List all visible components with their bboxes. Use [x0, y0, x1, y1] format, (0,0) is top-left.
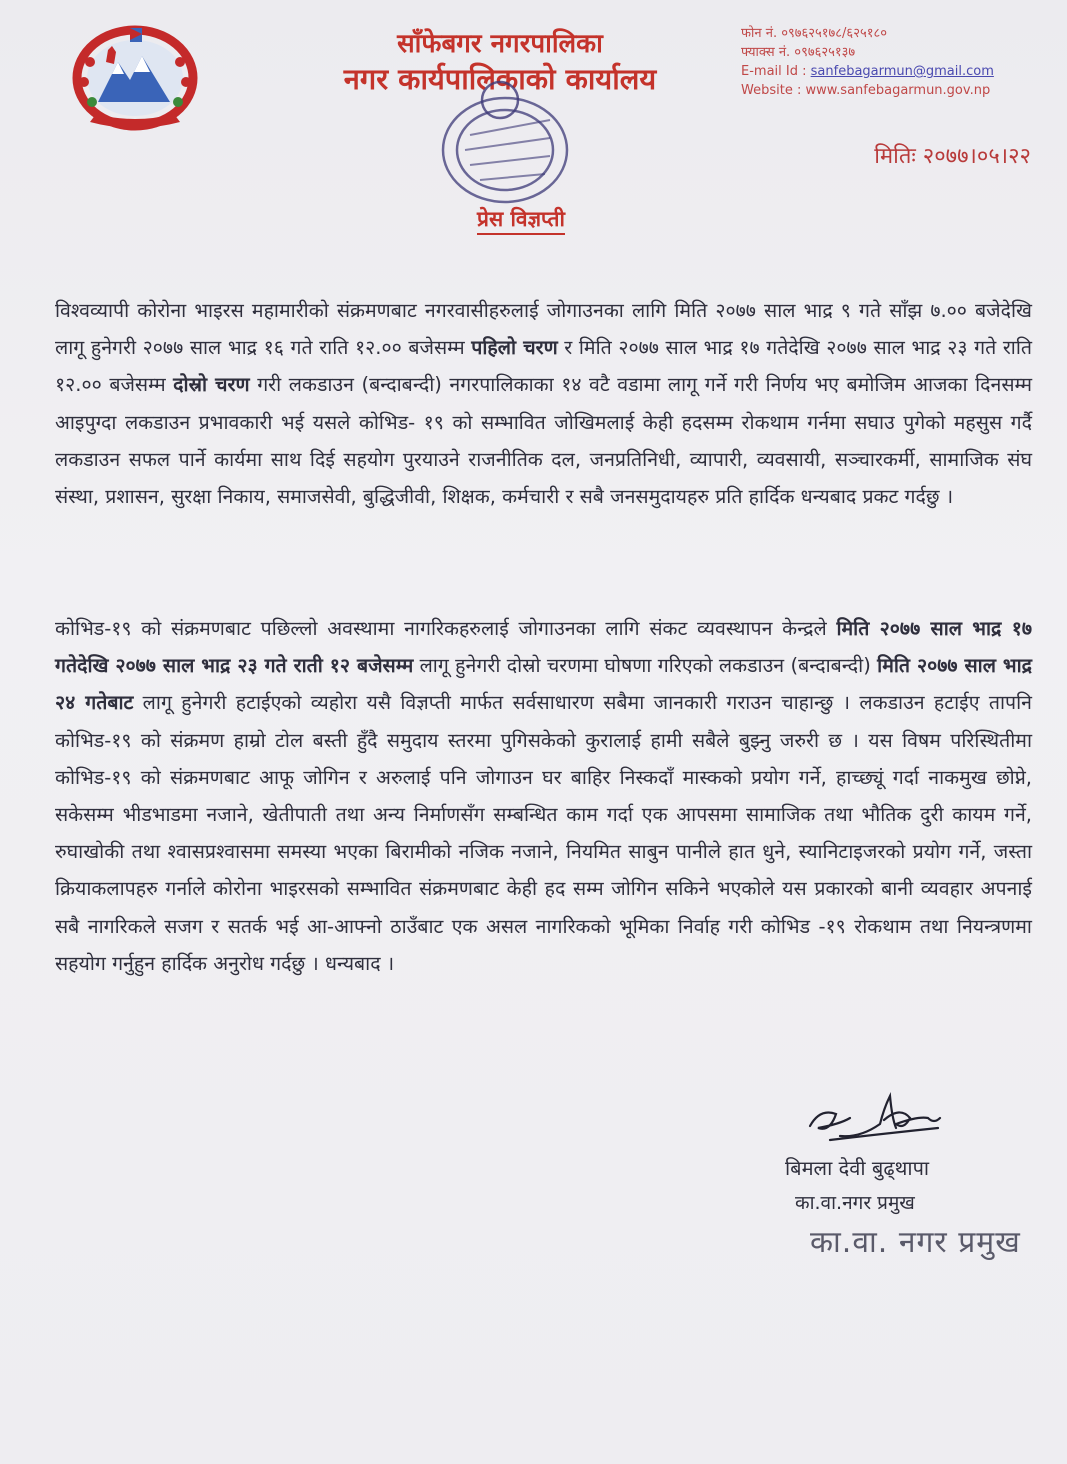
signatory-stamp: का.वा. नगर प्रमुख [810, 1225, 1021, 1260]
signature-icon [800, 1088, 950, 1148]
p2-bold-lift-date: मिति २०७७ साल भाद्र २४ गतेबाट [55, 654, 1032, 715]
office-name: नगर कार्यपालिकाको कार्यालय [343, 62, 657, 96]
website-link[interactable]: Website : www.sanfebagarmun.gov.np [741, 83, 991, 98]
fax-number: फ्याक्स नं. ०९७६२५१३७ [741, 45, 856, 60]
p2-text-e: लागू हुनेगरी हटाईएको व्यहोरा यसै विज्ञप्ती मार्फत सर्वसाधारण सबैमा जानकारी गराउन चाहान्छु । लकडाउन हटाईए तापनि कोभिड-१९ को संक्रमण हाम्रो टोल बस्ती हुँदै समुदाय स्तरमा पुगिसकेको कुरालाई हामी सबैले बुझ्नु जरुरी छ । यस विषम परिस्थितीमा कोभिड-१९ को संक्रमणबाट आफू जोगिन र अरुलाई पनि जोगाउन घर बाहिर निस्कदाँ मास्कको प्रयोग गर्ने, हाच्छ्यूं गर्दा नाकमुख छोप्ने, सकेसम्म भीडभाडमा नजाने, खेतीपाती तथा अन्य निर्माणसँग सम्बन्धित काम गर्दा एक आपसमा सामाजिक तथा भौतिक दुरी कायम गर्ने, रुघाखोकी तथा श्वासप्रश्वासमा समस्या भएका बिरामीको नजिक नजाने, नियमित साबुन पानीले हात धुने, स्यानिटाइजरको प्रयोग गर्ने, जस्ता क्रियाकलापहरु गर्नाले कोरोना भाइरसको सम्भावित संक्रमणबाट केही हद सम्म जोगिन सकिने भएकोले यस प्रकारको बानी व्यवहार अपनाई सबै नागरिकले सजग र सतर्क भई आ-आफ्नो ठाउँबाट एक असल नागरिकको भूमिका निर्वाह गरी कोभिड -१९ रोकथाम तथा नियन्त्रणमा सहयोग गर्नुहुन हार्दिक अनुरोध गर्दछु । धन्यबाद । [55, 691, 1032, 975]
p1-bold-phase-two: दोस्रो चरण [173, 373, 250, 397]
official-stamp-icon [400, 80, 600, 220]
signatory-name: बिमला देवी बुढ्थापा [785, 1156, 930, 1180]
p2-text-a: कोभिड-१९ को संक्रमणबाट पछिल्लो अवस्थामा नागरिकहरुलाई जोगाउनका लागि संकट व्यवस्थापन केन्द्रले [55, 617, 837, 640]
release-date: मितिः २०७७।०५।२२ [874, 144, 1031, 169]
body-paragraph-1 [55, 292, 1032, 515]
contact-block [741, 24, 994, 100]
p1-text-e: गरी लकडाउन (बन्दाबन्दी) नगरपालिकाका १४ वटै वडामा लागू गर्ने गरी निर्णय भए बमोजिम आजका दिनसम्म आइपुग्दा लकडाउन प्रभावकारी भई यसले कोभिड- १९ को सम्भावित जोखिमलाई केही हदसम्म रोकथाम गर्नमा सघाउ पुगेको महसुस गर्दै लकडाउन सफल पार्ने कार्यमा साथ दिई सहयोग पुरयाउने राजनीतिक दल, जनप्रतिनिधी, व्यापारी, व्यवसायी, सञ्चारकर्मी, सामाजिक संघ संस्था, प्रशासन, सुरक्षा निकाय, समाजसेवी, बुद्धिजीवी, शिक्षक, कर्मचारी र सबै जनसमुदायहरु प्रति हार्दिक धन्यबाद प्रकट गर्दछु । [55, 373, 1033, 509]
signatory-title: का.वा.नगर प्रमुख [795, 1192, 915, 1214]
nepal-emblem-icon [70, 22, 200, 134]
p2-bold-lockdown-dates: मिति २०७७ साल भाद्र १७ गतेदेखि २०७७ साल भाद्र २३ गते राती १२ बजेसम्म [55, 617, 1032, 678]
press-release-title: प्रेस विज्ञप्ती [477, 205, 565, 235]
body-paragraph-2 [55, 610, 1032, 982]
p1-bold-phase-one: पहिलो चरण [471, 336, 558, 360]
email-link[interactable]: sanfebagarmun@gmail.com [810, 64, 994, 79]
p1-text-c: र मिति २०७७ साल भाद्र १७ गतेदेखि २०७७ साल भाद्र २३ गते राति १२.०० बजेसम्म [55, 336, 1033, 397]
email-line [741, 62, 994, 81]
p1-text-a: विश्वव्यापी कोरोना भाइरस महामारीको संक्रमणबाट नगरवासीहरुलाई जोगाउनका लागि मिति २०७७ साल भाद्र ९ गते साँझ ७.०० बजेदेखि लागू हुनेगरी २०७७ साल भाद्र १६ गते राति १२.०० बजेसम्म [55, 299, 1032, 360]
p2-text-c: लागू हुनेगरी दोस्रो चरणमा घोषणा गरिएको लकडाउन (बन्दाबन्दी) [413, 654, 878, 678]
phone-number: फोन नं. ०९७६२५१७८/६२५१८० [741, 26, 887, 41]
municipality-name: साँफेबगर नगरपालिका [397, 29, 603, 59]
email-label: E-mail Id : [741, 64, 807, 79]
